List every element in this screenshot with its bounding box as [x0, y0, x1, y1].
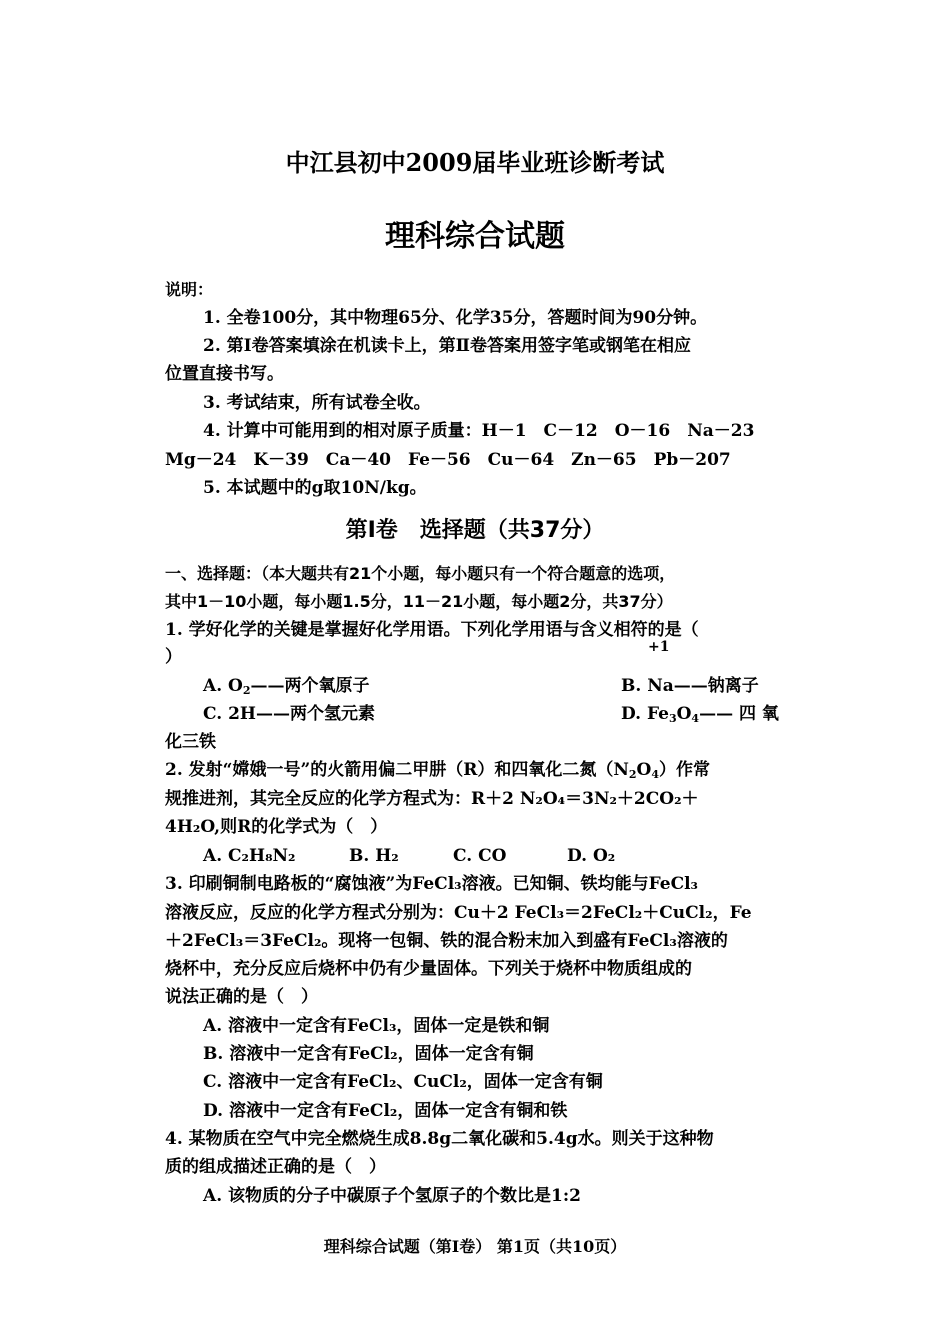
q2-option-c: C. CO [453, 846, 507, 866]
q3-line-3: ＋2FeCl₃＝3FeCl₂。现将一包铜、铁的混合粉末加入到盛有FeCl₃溶液的 [165, 931, 728, 951]
q2-line-3: 4H₂O,则R的化学式为（ ） [165, 817, 388, 837]
q3-option-b: B. 溶液中一定含有FeCl₂，固体一定含有铜 [203, 1044, 534, 1064]
section-intro-b: 其中1－10小题，每小题1.5分，11－21小题，每小题2分，共37分） [165, 592, 673, 611]
instruction-2a: 2. 第Ⅰ卷答案填涂在机读卡上，第Ⅱ卷答案用签字笔或钢笔在相应 [203, 336, 691, 356]
instruction-1: 1. 全卷100分，其中物理65分、化学35分，答题时间为90分钟。 [203, 308, 708, 328]
q1-option-a: A. $O_2——$两个氧原子 [203, 676, 370, 697]
q1-valence-mark: +1 [648, 639, 670, 655]
q1-option-c: C. 2H——两个氢元素 [203, 704, 375, 724]
q2-line-2: 规推进剂，其完全反应的化学方程式为：R＋2 N₂O₄＝3N₂＋2CO₂＋ [165, 789, 699, 809]
q1-option-b: B. Na——钠离子 [621, 676, 759, 696]
q3-line-2: 溶液反应，反应的化学方程式分别为：Cu＋2 FeCl₃＝2FeCl₂＋CuCl₂，Fe [165, 903, 752, 923]
section-intro-a: 一、选择题：（本大题共有21个小题，每小题只有一个符合题意的选项， [165, 564, 676, 583]
q3-option-c: C. 溶液中一定含有FeCl₂、CuCl₂，固体一定含有铜 [203, 1072, 603, 1092]
section-title: 第Ⅰ卷 选择题（共37分） [345, 518, 605, 543]
instruction-4a: 4. 计算中可能用到的相对原子质量：H－1 C－12 O－16 Na－23 [203, 421, 755, 441]
q2-option-d: D. O₂ [567, 846, 616, 866]
q4-line-2: 质的组成描述正确的是（ ） [165, 1157, 386, 1177]
instruction-5: 5. 本试题中的g取10N/kg。 [203, 478, 427, 498]
q2-option-a: A. C₂H₈N₂ [203, 846, 296, 866]
q2-option-b: B. H₂ [349, 846, 399, 866]
page-footer: 理科综合试题（第Ⅰ卷） 第1页（共10页） [323, 1237, 627, 1256]
instruction-3: 3. 考试结束，所有试卷全收。 [203, 393, 431, 413]
instruction-2b: 位置直接书写。 [165, 364, 284, 384]
exam-title: 中江县初中2009届毕业班诊断考试 [285, 148, 665, 177]
q1-option-d-cont: 化三铁 [165, 732, 216, 752]
q2-line-1: 2. 发射“嫦娥一号”的火箭用偏二甲肼（R）和四氧化二氮$(N_2O_4)$作常 [165, 760, 711, 781]
q3-line-5: 说法正确的是（ ） [165, 987, 318, 1007]
q3-line-1: 3. 印刷铜制电路板的“腐蚀液”为FeCl₃溶液。已知铜、铁均能与FeCl₃ [165, 874, 699, 894]
q3-option-d: D. 溶液中一定含有FeCl₂，固体一定含有铜和铁 [203, 1101, 568, 1121]
q3-option-a: A. 溶液中一定含有FeCl₃，固体一定是铁和铜 [203, 1016, 550, 1036]
q4-line-1: 4. 某物质在空气中完全燃烧生成8.8g二氧化碳和5.4g水。则关于这种物 [165, 1129, 714, 1149]
q4-option-a: A. 该物质的分子中碳原子个氢原子的个数比是1:2 [203, 1186, 581, 1206]
q3-line-4: 烧杯中，充分反应后烧杯中仍有少量固体。下列关于烧杯中物质组成的 [165, 959, 692, 979]
instructions-label: 说明： [165, 280, 214, 299]
q1-stem-a: 1. 学好化学的关键是掌握好化学用语。下列化学用语与含义相符的是（ [165, 620, 699, 640]
q1-option-d: D. $Fe_3O_4——$ 四 氧 [621, 704, 779, 725]
q1-stem-b: ） [165, 647, 182, 667]
exam-subtitle: 理科综合试题 [385, 219, 565, 254]
instruction-4b: Mg－24 K－39 Ca－40 Fe－56 Cu－64 Zn－65 Pb－207 [165, 450, 731, 470]
